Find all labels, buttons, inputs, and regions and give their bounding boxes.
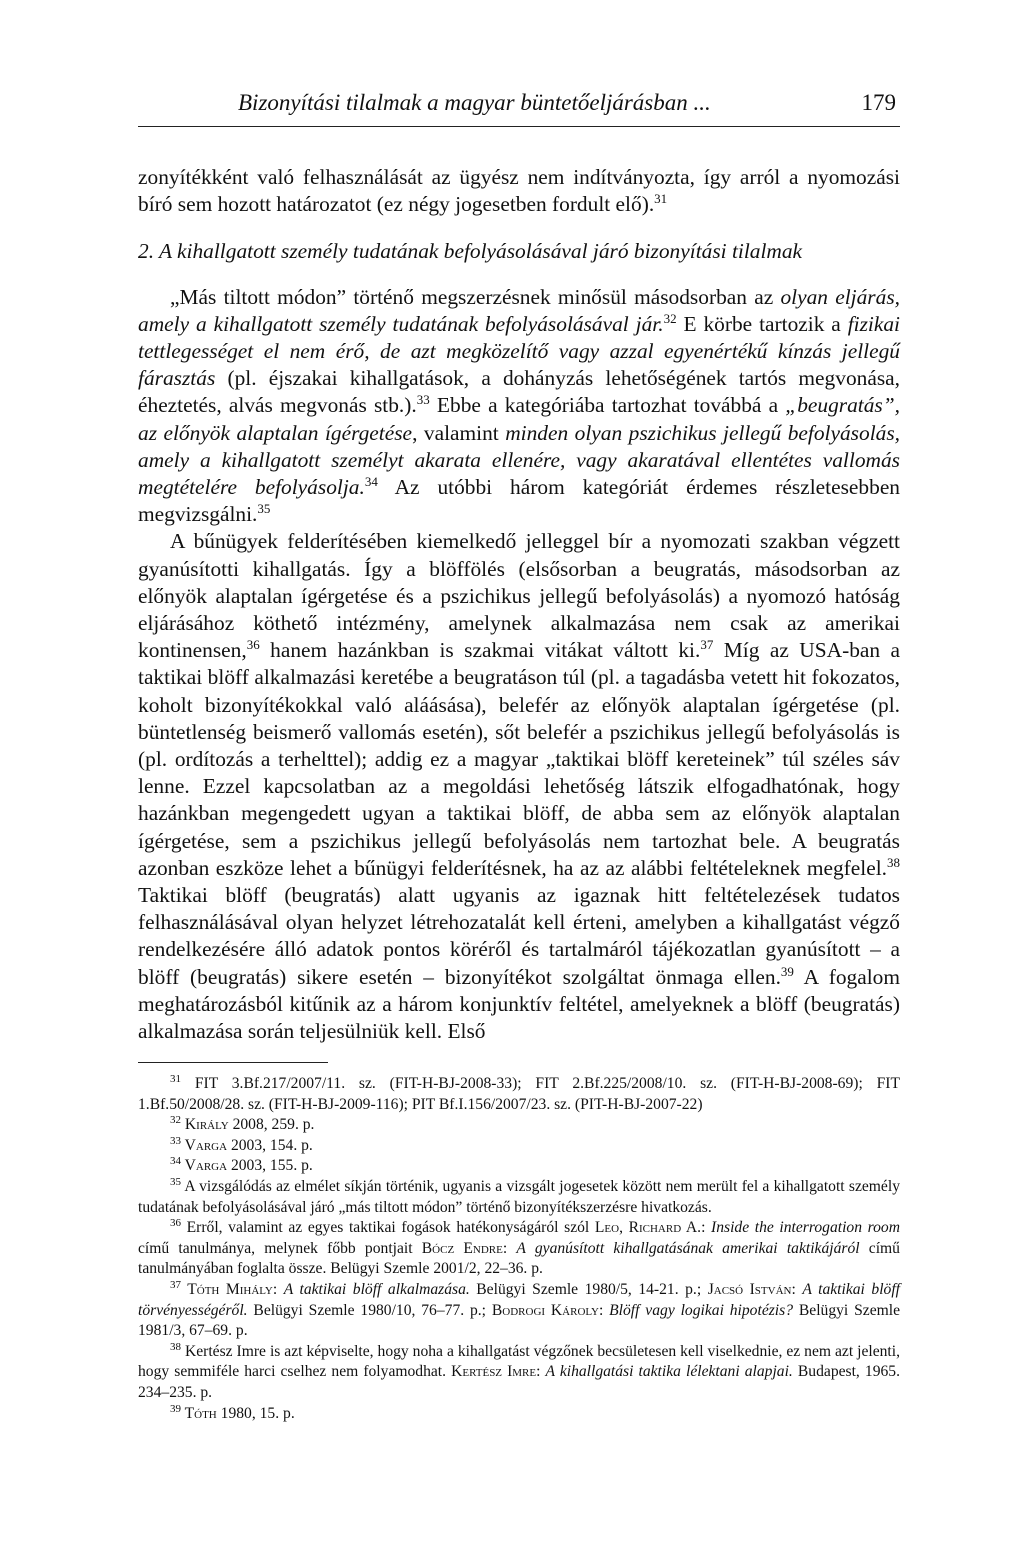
footnote-ref-35[interactable]: 35 — [257, 501, 271, 517]
footnote-37: $^{37}$ Tóth Mihály: A taktikai blöff alkalmazása. Belügyi Szemle 1980/5, 14-21. p.; Jacsó István: A taktikai blöff törvényességéről. Belügyi Szemle 1980/10, 76–77. p.; Bodrogi Károly: Blöff vagy logikai hipotézis? Belügyi Szemle 1981/3, 67–69. p. — [138, 1278, 900, 1340]
footnote-ref-33[interactable]: 33 — [416, 392, 430, 408]
paragraph-continuation: zonyítékként való felhasználását az ügyész nem indítványozta, így arról a nyomozási bíró sem hozott határozatot (ez négy jogesetben fordult elő).$^{31}$ — [138, 165, 900, 217]
footnote-31: $^{31}$ FIT 3.Bf.217/2007/11. sz. (FIT-H-BJ-2008-33); FIT 2.Bf.225/2008/10. sz. (FIT-H-BJ-2008-69); FIT 1.Bf.50/2008/28. sz. (FIT-H-BJ-2009-116); PIT Bf.I.156/2007/23. sz. (PIT-H-BJ-2007-22) — [138, 1072, 900, 1113]
footnote-ref-32[interactable]: 32 — [663, 310, 677, 326]
running-header — [138, 86, 900, 127]
footnote-38: $^{38}$ Kertész Imre is azt képviselte, hogy noha a kihallgatást végzőnek becsületesen kell viselkednie, ez nem azt jelenti, hogy semmiféle harci cselhez nem folyamodhat. Kertész Imre: A kihallgatási taktika lélektani alapjai. Budapest, 1965. 234–235. p. — [138, 1340, 900, 1401]
section-heading: 2. A kihallgatott személy tudatának befolyásolásával járó bizonyítási tilalmak — [138, 239, 803, 264]
paragraph-2: A bűnügyek felderítésében kiemelkedő jelleggel bír a nyomozati szakban végzett gyanúsítotti kihallgatás. Így a blöffölés (elsősorban a beugratás, másodsorban az előnyök alaptalan ígérgetése és a pszichikus jellegű befolyásolás) a nyomozó hatóság eljárásához köthető intézmény, amelynek alkalmazása nem csak az amerikai kontinensen,$^{36}$ hanem hazánkban is szakmai vitákat váltott ki.$^{37}$ Míg az USA-ban a taktikai blöff alkalmazási keretébe a beugratáson túl (pl. a tagadásba vetett hit fokozatos, koholt bizonyítékokkal való aláásása), belefér az előnyök alaptalan ígérgetése (pl. büntetlenség beismerő vallomás esetén), sőt belefér a pszichikus jellegű befolyásolás is (pl. ordítozás a terhelttel); addig ez a magyar „taktikai blöff kereteinek” túl széles sáv lenne. Ezzel kapcsolatban az a megoldási lehetőség látszik elfogadhatónak, hogy hazánkban megengedett ugyan a taktikai blöff, de abba sem az előnyök alaptalan ígérgetése, sem a pszichikus jellegű befolyásolás nem tartozhat bele. A beugratás azonban eszköze lehet a bűnügyi felderítésnek, ha az az alábbi feltételeknek megfelel.$^{38}$ Taktikai blöff (beugratás) alatt ugyanis az igaznak hitt feltételezések tudatos felhasználásával olyan helyzet létrehozatalát kell érteni, amelyben a kihallgatást végző rendelkezésére álló adatok pontos köréről és tartalmáról tájékozatlan gyanúsított – a blöff (beugratás) sikere esetén – bizonyítékot szolgáltat önmaga ellen.$^{39}$ A fogalom meghatározásból kitűnik az a három konjunktív feltétel, amelyeknek a blöff (beugratás) alkalmazása során teljesülniük kell. Első — [138, 529, 900, 1044]
footnote-ref-34[interactable]: 34 — [364, 473, 378, 489]
footnote-ref-37[interactable]: 37 — [700, 637, 714, 653]
footnote-35: $^{35}$ A vizsgálódás az elmélet síkján történik, ugyanis a vizsgált jogesetek között nem merült fel a kihallgatott személy tudatának befolyásolásával járó „más tiltott módon” történő bizonyítékszerzésre hivatkozás. — [138, 1175, 900, 1216]
running-title: Bizonyítási tilalmak a magyar büntetőeljárásban ... — [238, 90, 711, 115]
footnote-ref-31[interactable]: 31 — [654, 191, 668, 207]
footnote-33: $^{33}$ Varga 2003, 154. p. — [170, 1134, 313, 1154]
footnotes — [138, 1074, 900, 1424]
footnote-39: $^{39}$ Tóth 1980, 15. p. — [170, 1402, 295, 1422]
footnote-34: $^{34}$ Varga 2003, 155. p. — [170, 1155, 313, 1175]
footnote-separator — [138, 1062, 328, 1063]
footnote-ref-39[interactable]: 39 — [780, 963, 794, 979]
footnote-ref-38[interactable]: 38 — [887, 854, 900, 870]
page-number: 179 — [861, 90, 896, 115]
body-text — [138, 164, 900, 1045]
paragraph-1: „Más tiltott módon” történő megszerzésnek minősül másodsorban az olyan eljárás, amely a kihallgatott személy tudatának befolyásolásával jár.$^{32}$ E körbe tartozik a fizikai tettlegességet el nem érő, de azt megközelítő vagy azzal egyenértékű kínzás jellegű fárasztás (pl. éjszakai kihallgatások, a dohányzás lehetőségének tartós megvonása, éheztetés, alvás megvonás stb.).$^{33}$ Ebbe a kategóriába tartozhat továbbá a „beugratás”, az előnyök alaptalan ígérgetése, valamint minden olyan pszichikus jellegű befolyásolás, amely a kihallgatott személyt akarata ellenére, vagy akaratával ellentétes vallomás megtételére befolyásolja.$^{34}$ Az utóbbi három kategóriát érdemes részletesebben megvizsgálni.$^{35}$ — [138, 284, 901, 527]
footnote-36: $^{36}$ Erről, valamint az egyes taktikai fogások hatékonyságáról szól Leo, Richard A.: Inside the interrogation room című tanulmánya, melynek főbb pontjait Bócz Endre: A gyanúsított kihallgatásának amerikai taktikájáról című tanulmányában foglalta össze. Belügyi Szemle 2001/2, 22–36. p. — [138, 1216, 900, 1278]
footnote-32: $^{32}$ Király 2008, 259. p. — [170, 1114, 315, 1134]
footnote-ref-36[interactable]: 36 — [246, 637, 260, 653]
